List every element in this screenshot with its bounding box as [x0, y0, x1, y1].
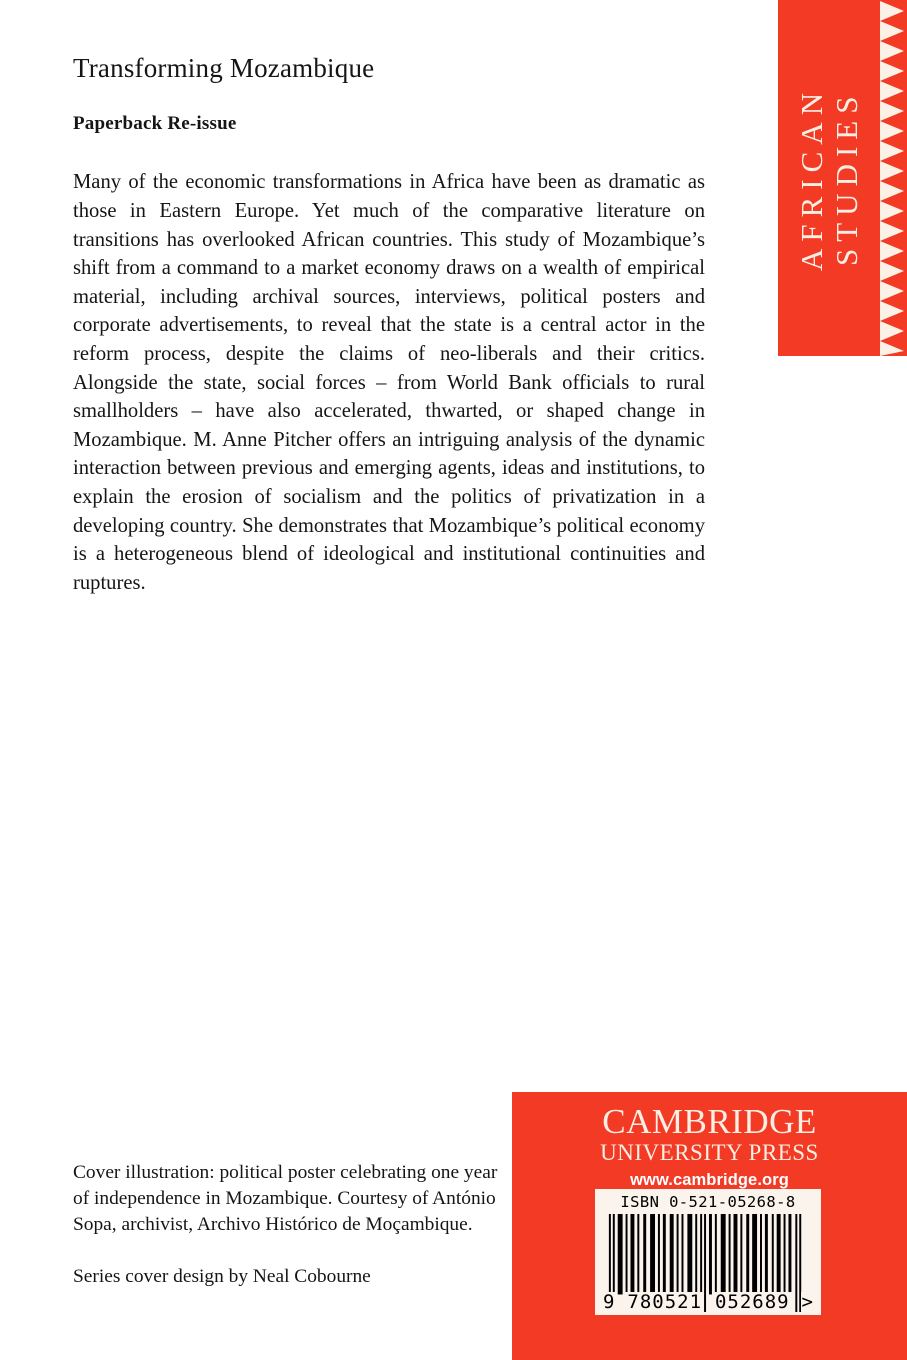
publisher-subtitle: UNIVERSITY PRESS — [600, 1140, 819, 1165]
ean-left-group: 780521 — [627, 1291, 703, 1314]
book-title: Transforming Mozambique — [73, 53, 375, 83]
ean-digits — [601, 1292, 815, 1313]
back-cover-text-column — [73, 0, 705, 597]
ean-guard-mark: > — [801, 1291, 813, 1314]
barcode-panel — [595, 1189, 821, 1315]
cover-illustration-credit: Cover illustration: political poster celebrating one year of independence in Mozambique. Courtesy of António Sopa, archivist, Archivo Histórico de Moçambique. — [73, 1162, 498, 1235]
publisher-url[interactable]: www.cambridge.org — [630, 1171, 789, 1189]
cambridge-university-press-logo — [512, 1092, 907, 1191]
ean-right-group: 052689 — [714, 1291, 790, 1314]
series-word-studies: STUDIES — [829, 89, 864, 267]
isbn-label: ISBN 0-521-05268-8 — [620, 1193, 796, 1211]
series-word-african: AFRICAN — [794, 85, 829, 271]
series-banner — [778, 0, 880, 356]
series-banner-words — [778, 0, 880, 356]
book-blurb: Many of the economic transformations in Africa have been as dramatic as those in Eastern Europe. Yet much of the comparative literature on transitions has overlooked African countries. This study of Mozambique’s shift from a command to a market economy draws on a wealth of empirical material, including archival sources, interviews, political posters and corporate advertisements, to reveal that the state is a central actor in the reform process, despite the claims of neo-liberals and their critics. Alongside the state, social forces – from World Bank officials to rural smallholders – have also accelerated, thwarted, or shaped change in Mozambique. M. Anne Pitcher offers an intriguing analysis of the dynamic interaction between previous and emerging agents, ideas and institutions, to explain the erosion of socialism and the politics of privatization in a developing country. She demonstrates that Mozambique’s political economy is a heterogeneous blend of ideological and institutional continuities and ruptures. — [73, 171, 705, 594]
publisher-name: CAMBRIDGE — [602, 1102, 817, 1141]
publisher-block — [512, 1092, 907, 1360]
ean-lead-digit: 9 — [603, 1291, 615, 1314]
series-design-credit: Series cover design by Neal Cobourne — [73, 1266, 371, 1287]
sawtooth-edge-decoration — [880, 0, 907, 356]
edition-note: Paperback Re-issue — [73, 113, 237, 135]
credits-block — [73, 1160, 503, 1290]
